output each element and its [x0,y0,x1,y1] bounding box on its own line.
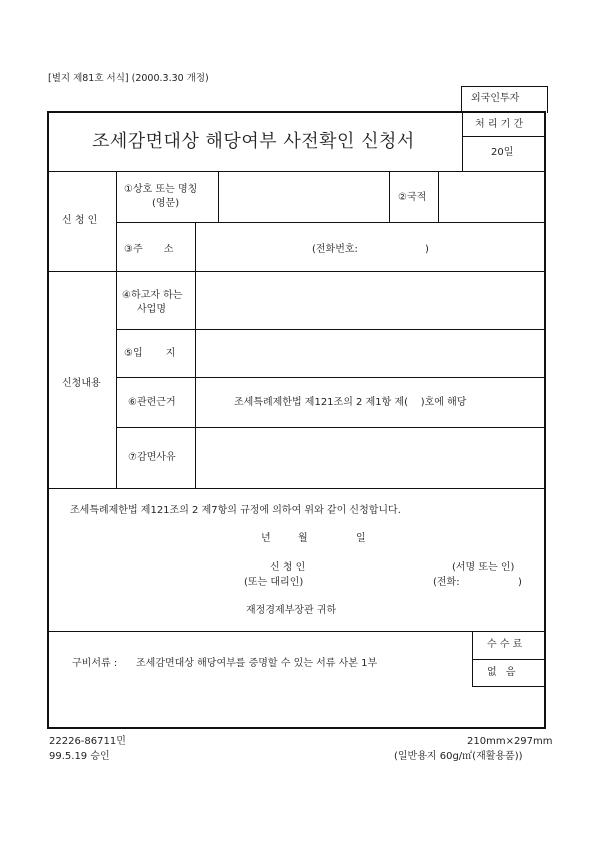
paper-spec: (일반용지 60g/㎡(재활용품)) [394,751,523,762]
form-code: 22226-86711민 [49,736,126,747]
date-year: 년 [261,533,271,544]
company-name-label: ①상호 또는 명칭 [124,184,198,195]
business-name-label: ④하고자 하는 [122,290,183,301]
processing-period-value: 20일 [491,147,514,158]
company-name-english-label: (영문) [152,198,180,209]
company-name-field[interactable] [219,172,389,221]
required-documents-label: 구비서류 : [72,658,118,669]
agent-label: (또는 대리인) [244,577,304,588]
date-month: 월 [298,533,308,544]
declaration-applicant-label: 신 청 인 [270,562,306,573]
business-name-label-2: 사업명 [137,304,166,315]
processing-period-label: 처 리 기 간 [475,119,524,130]
approval-date: 99.5.19 승인 [49,751,110,762]
legal-basis-text: 조세특례제한법 제121조의 2 제1항 제( )호에 해당 [234,397,467,408]
required-documents-text: 조세감면대상 해당여부를 증명할 수 있는 서류 사본 1부 [136,658,378,669]
category-label: 외국인투자 [471,93,520,104]
address-field[interactable] [196,223,544,271]
business-name-field[interactable] [196,272,544,329]
request-section-label: 신청내용 [62,378,101,389]
applicant-section-label: 신 청 인 [62,215,98,226]
legal-basis-label: ⑥관련근거 [128,397,176,408]
declaration-statement: 조세특례제한법 제121조의 2 제7항의 규정에 의하여 위와 같이 신청합니다. [70,505,401,516]
addressee: 재정경제부장관 귀하 [246,605,337,616]
paper-size: 210mm×297mm [467,736,553,747]
declaration-phone-label: (전화: [433,577,460,588]
form-number-note: [별지 제81호 서식] (2000.3.30 개정) [48,73,209,84]
form-title: 조세감면대상 해당여부 사전확인 신청서 [92,131,415,152]
signature-label: (서명 또는 인) [452,562,515,573]
reduction-reason-label: ⑦감면사유 [128,452,176,463]
declaration-phone-close: ) [518,577,522,588]
fee-value: 없 음 [487,667,516,678]
site-label: ⑤입 지 [124,348,176,359]
phone-number-close: ) [425,244,429,255]
nationality-label: ②국적 [398,192,427,203]
reduction-reason-field[interactable] [196,428,544,487]
address-label: ③주 소 [124,244,174,255]
phone-number-label: (전화번호: [312,244,358,255]
nationality-field[interactable] [439,172,544,221]
date-day: 일 [356,533,366,544]
fee-label: 수 수 료 [487,639,523,650]
site-field[interactable] [196,330,544,377]
